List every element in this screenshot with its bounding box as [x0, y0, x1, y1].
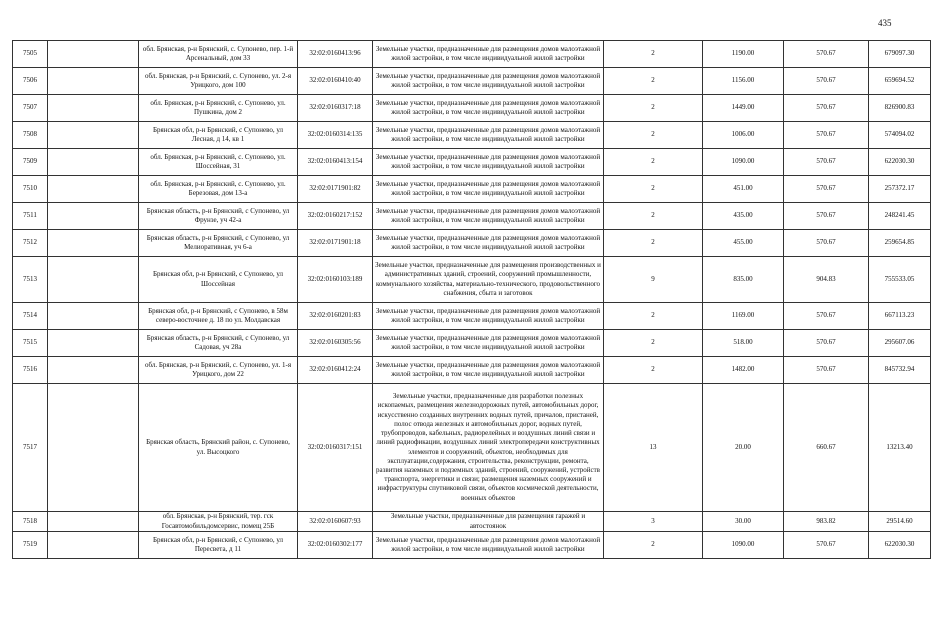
- row-number-cell: 7507: [13, 95, 48, 122]
- table-body: [13, 41, 931, 559]
- cadastral-number-cell: 32:02:0160607:93: [298, 512, 373, 532]
- empty-cell: [48, 512, 139, 532]
- specific-value-cell: 570.67: [784, 41, 869, 68]
- cadastral-number-cell: 32:02:0160317:151: [298, 384, 373, 512]
- row-number-cell: 7508: [13, 122, 48, 149]
- row-number-cell: 7513: [13, 257, 48, 303]
- specific-value-cell: 570.67: [784, 122, 869, 149]
- table-row: [13, 176, 931, 203]
- land-use-code-cell: 2: [604, 95, 703, 122]
- address-cell: Брянская область, р-н Брянский, с Супонево, ул Мелиоративная, уч 6-а: [139, 230, 298, 257]
- area-cell: 1090.00: [703, 532, 784, 559]
- land-use-code-cell: 2: [604, 203, 703, 230]
- row-number-cell: 7519: [13, 532, 48, 559]
- empty-cell: [48, 95, 139, 122]
- land-use-code-cell: 2: [604, 330, 703, 357]
- land-purpose-cell: Земельные участки, предназначенные для размещения гаражей и автостоянок: [373, 512, 604, 532]
- land-purpose-cell: Земельные участки, предназначенные для размещения домов малоэтажной жилой застройки, в том числе индивидуальной жилой застройки: [373, 95, 604, 122]
- specific-value-cell: 983.82: [784, 512, 869, 532]
- area-cell: 30.00: [703, 512, 784, 532]
- page-number: 435: [878, 18, 892, 28]
- specific-value-cell: 570.67: [784, 532, 869, 559]
- row-number-cell: 7515: [13, 330, 48, 357]
- specific-value-cell: 570.67: [784, 357, 869, 384]
- empty-cell: [48, 203, 139, 230]
- cadastral-number-cell: 32:02:0171901:82: [298, 176, 373, 203]
- empty-cell: [48, 122, 139, 149]
- address-cell: Брянская область, р-н Брянский, с Супонево, ул Фрунзе, уч 42-а: [139, 203, 298, 230]
- cadastral-number-cell: 32:02:0171901:18: [298, 230, 373, 257]
- row-number-cell: 7514: [13, 303, 48, 330]
- specific-value-cell: 570.67: [784, 68, 869, 95]
- area-cell: 451.00: [703, 176, 784, 203]
- row-number-cell: 7517: [13, 384, 48, 512]
- empty-cell: [48, 357, 139, 384]
- specific-value-cell: 904.83: [784, 257, 869, 303]
- cadastral-value-cell: 755533.05: [869, 257, 931, 303]
- row-number-cell: 7516: [13, 357, 48, 384]
- address-cell: обл. Брянская, р-н Брянский, с. Супонево, ул. Шоссейная, 31: [139, 149, 298, 176]
- cadastral-number-cell: 32:02:0160317:18: [298, 95, 373, 122]
- table-row: [13, 257, 931, 303]
- land-purpose-cell: Земельные участки, предназначенные для размещения домов малоэтажной жилой застройки, в том числе индивидуальной жилой застройки: [373, 176, 604, 203]
- area-cell: 835.00: [703, 257, 784, 303]
- specific-value-cell: 570.67: [784, 330, 869, 357]
- cadastral-number-cell: 32:02:0160413:154: [298, 149, 373, 176]
- address-cell: Брянская обл, р-н Брянский, с Супонево, в 58м северо-восточнее д. 18 по ул. Молдавская: [139, 303, 298, 330]
- specific-value-cell: 570.67: [784, 176, 869, 203]
- empty-cell: [48, 303, 139, 330]
- table-row: [13, 512, 931, 532]
- land-purpose-cell: Земельные участки, предназначенные для размещения домов малоэтажной жилой застройки, в том числе индивидуальной жилой застройки: [373, 149, 604, 176]
- empty-cell: [48, 532, 139, 559]
- table-row: [13, 330, 931, 357]
- table-row: [13, 303, 931, 330]
- cadastral-number-cell: 32:02:0160201:83: [298, 303, 373, 330]
- cadastral-number-cell: 32:02:0160305:56: [298, 330, 373, 357]
- land-use-code-cell: 3: [604, 512, 703, 532]
- address-cell: Брянская область, Брянский район, с. Супонево, ул. Высоцкого: [139, 384, 298, 512]
- row-number-cell: 7511: [13, 203, 48, 230]
- land-purpose-cell: Земельные участки, предназначенные для разработки полезных ископаемых, размещения железнодорожных путей, автомобильных дорог, искусственно созданных внутренних водных путей, причалов, пристаней, полос отвода железных и автомобильных дорог, водных путей, трубопроводов, кабельных, радиорелейных и воздушных линий связи и линий радиофикации, воздушных линий электропередачи конструктивных элементов и сооружений, объектов, необходимых для эксплуатации,содержания, строительства, реконструкции, ремонта, развития наземных и подземных зданий, строений, сооружений, устройств транспорта, энергетики и связи; размещения наземных сооружений и инфраструктуры спутниковой связи, объектов космической деятельности, военных объектов: [373, 384, 604, 512]
- cadastral-number-cell: 32:02:0160314:135: [298, 122, 373, 149]
- table-row: [13, 203, 931, 230]
- specific-value-cell: 570.67: [784, 149, 869, 176]
- area-cell: 1169.00: [703, 303, 784, 330]
- specific-value-cell: 660.67: [784, 384, 869, 512]
- specific-value-cell: 570.67: [784, 303, 869, 330]
- land-purpose-cell: Земельные участки, предназначенные для размещения домов малоэтажной жилой застройки, в том числе индивидуальной жилой застройки: [373, 41, 604, 68]
- cadastral-value-cell: 679097.30: [869, 41, 931, 68]
- area-cell: 1090.00: [703, 149, 784, 176]
- cadastral-number-cell: 32:02:0160302:177: [298, 532, 373, 559]
- land-purpose-cell: Земельные участки, предназначенные для размещения домов малоэтажной жилой застройки, в том числе индивидуальной жилой застройки: [373, 230, 604, 257]
- area-cell: 1190.00: [703, 41, 784, 68]
- empty-cell: [48, 68, 139, 95]
- land-purpose-cell: Земельные участки, предназначенные для размещения домов малоэтажной жилой застройки, в том числе индивидуальной жилой застройки: [373, 330, 604, 357]
- specific-value-cell: 570.67: [784, 203, 869, 230]
- table-row: [13, 122, 931, 149]
- cadastral-value-cell: 826900.83: [869, 95, 931, 122]
- land-purpose-cell: Земельные участки, предназначенные для размещения домов малоэтажной жилой застройки, в том числе индивидуальной жилой застройки: [373, 303, 604, 330]
- address-cell: Брянская обл, р-н Брянский, с Супонево, ул Пересвета, д 11: [139, 532, 298, 559]
- row-number-cell: 7518: [13, 512, 48, 532]
- land-use-code-cell: 9: [604, 257, 703, 303]
- address-cell: Брянская область, р-н Брянский, с Супонево, ул Садовая, уч 28а: [139, 330, 298, 357]
- address-cell: обл. Брянская, р-н Брянский, с. Супонево, пер. 1-й Арсенальный, дом 33: [139, 41, 298, 68]
- land-purpose-cell: Земельные участки, предназначенные для размещения домов малоэтажной жилой застройки, в том числе индивидуальной жилой застройки: [373, 203, 604, 230]
- row-number-cell: 7512: [13, 230, 48, 257]
- land-use-code-cell: 2: [604, 149, 703, 176]
- land-purpose-cell: Земельные участки, предназначенные для размещения домов малоэтажной жилой застройки, в том числе индивидуальной жилой застройки: [373, 122, 604, 149]
- cadastral-number-cell: 32:02:0160217:152: [298, 203, 373, 230]
- empty-cell: [48, 330, 139, 357]
- land-purpose-cell: Земельные участки, предназначенные для размещения домов малоэтажной жилой застройки, в том числе индивидуальной жилой застройки: [373, 357, 604, 384]
- land-use-code-cell: 13: [604, 384, 703, 512]
- address-cell: Брянская обл, р-н Брянский, с Супонево, ул Шоссейная: [139, 257, 298, 303]
- address-cell: обл. Брянская, р-н Брянский, с. Супонево, ул. 1-я Урицкого, дом 22: [139, 357, 298, 384]
- cadastral-number-cell: 32:02:0160413:96: [298, 41, 373, 68]
- table-row: [13, 68, 931, 95]
- empty-cell: [48, 384, 139, 512]
- cadastral-value-cell: 295607.06: [869, 330, 931, 357]
- row-number-cell: 7505: [13, 41, 48, 68]
- cadastral-value-cell: 622030.30: [869, 149, 931, 176]
- area-cell: 1006.00: [703, 122, 784, 149]
- empty-cell: [48, 176, 139, 203]
- cadastral-value-cell: 259654.85: [869, 230, 931, 257]
- area-cell: 455.00: [703, 230, 784, 257]
- cadastral-value-cell: 13213.40: [869, 384, 931, 512]
- land-use-code-cell: 2: [604, 303, 703, 330]
- cadastral-value-cell: 845732.94: [869, 357, 931, 384]
- row-number-cell: 7506: [13, 68, 48, 95]
- area-cell: 435.00: [703, 203, 784, 230]
- land-purpose-cell: Земельные участки, предназначенные для размещения производственных и административных зданий, строений, сооружений промышленности, коммунального хозяйства, материально-технического, продовольственного снабжения, сбыта и заготовок: [373, 257, 604, 303]
- area-cell: 1156.00: [703, 68, 784, 95]
- table-row: [13, 532, 931, 559]
- row-number-cell: 7509: [13, 149, 48, 176]
- cadastral-value-cell: 622030.30: [869, 532, 931, 559]
- cadastral-value-cell: 29514.60: [869, 512, 931, 532]
- cadastral-value-cell: 574094.02: [869, 122, 931, 149]
- area-cell: 1482.00: [703, 357, 784, 384]
- land-purpose-cell: Земельные участки, предназначенные для размещения домов малоэтажной жилой застройки, в том числе индивидуальной жилой застройки: [373, 68, 604, 95]
- table-row: [13, 357, 931, 384]
- table-row: [13, 149, 931, 176]
- land-use-code-cell: 2: [604, 68, 703, 95]
- empty-cell: [48, 230, 139, 257]
- table-row: [13, 230, 931, 257]
- empty-cell: [48, 257, 139, 303]
- address-cell: обл. Брянская, р-н Брянский, с. Супонево, ул. Березовая, дом 13-а: [139, 176, 298, 203]
- address-cell: обл. Брянская, р-н Брянский, с. Супонево, ул. 2-я Урицкого, дом 100: [139, 68, 298, 95]
- address-cell: обл. Брянская, р-н Брянский, тер. гск Госавтомобильдомсервис, помещ 25Б: [139, 512, 298, 532]
- area-cell: 20.00: [703, 384, 784, 512]
- land-use-code-cell: 2: [604, 532, 703, 559]
- specific-value-cell: 570.67: [784, 95, 869, 122]
- land-use-code-cell: 2: [604, 230, 703, 257]
- table-row: [13, 41, 931, 68]
- land-plot-table: [12, 40, 931, 559]
- cadastral-value-cell: 248241.45: [869, 203, 931, 230]
- land-use-code-cell: 2: [604, 41, 703, 68]
- address-cell: Брянская обл, р-н Брянский, с Супонево, ул Лесная, д 14, кв 1: [139, 122, 298, 149]
- specific-value-cell: 570.67: [784, 230, 869, 257]
- empty-cell: [48, 149, 139, 176]
- table-row: [13, 384, 931, 512]
- cadastral-number-cell: 32:02:0160103:189: [298, 257, 373, 303]
- land-use-code-cell: 2: [604, 357, 703, 384]
- area-cell: 1449.00: [703, 95, 784, 122]
- land-purpose-cell: Земельные участки, предназначенные для размещения домов малоэтажной жилой застройки, в том числе индивидуальной жилой застройки: [373, 532, 604, 559]
- empty-cell: [48, 41, 139, 68]
- cadastral-number-cell: 32:02:0160412:24: [298, 357, 373, 384]
- area-cell: 518.00: [703, 330, 784, 357]
- cadastral-value-cell: 257372.17: [869, 176, 931, 203]
- cadastral-value-cell: 659694.52: [869, 68, 931, 95]
- cadastral-value-cell: 667113.23: [869, 303, 931, 330]
- row-number-cell: 7510: [13, 176, 48, 203]
- land-use-code-cell: 2: [604, 176, 703, 203]
- cadastral-number-cell: 32:02:0160410:40: [298, 68, 373, 95]
- table-row: [13, 95, 931, 122]
- address-cell: обл. Брянская, р-н Брянский, с. Супонево, ул. Пушкина, дом 2: [139, 95, 298, 122]
- land-use-code-cell: 2: [604, 122, 703, 149]
